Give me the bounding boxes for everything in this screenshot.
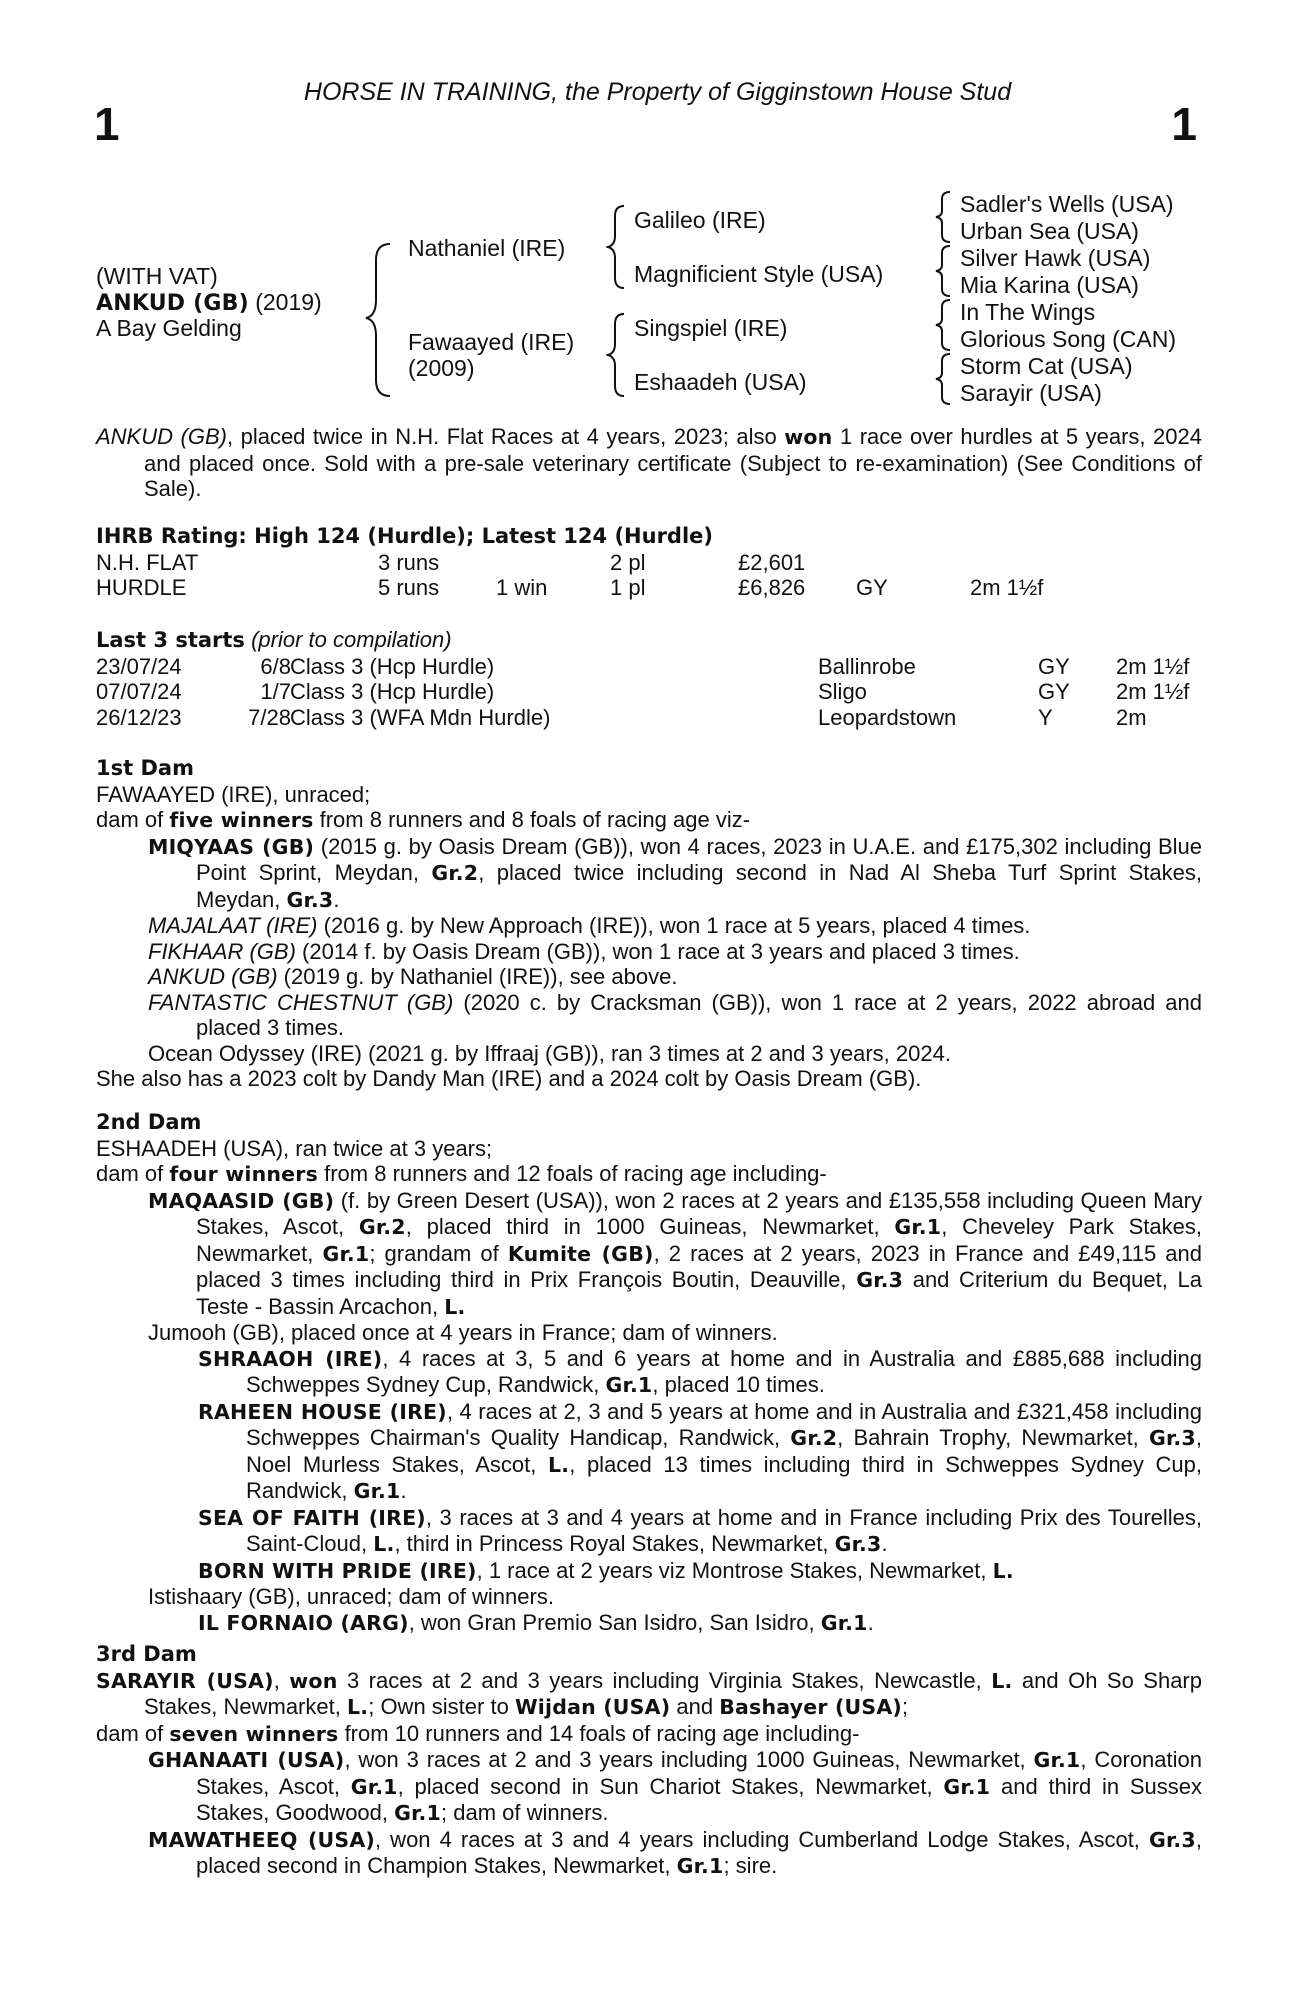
lot-number-right: 1 — [1171, 98, 1197, 150]
sire-sire: Galileo (IRE) — [634, 207, 766, 233]
brace-g2 — [934, 244, 954, 298]
progeny-ghanaati: GHANAATI (USA), won 3 races at 2 and 3 years including 1000 Guineas, Newmarket, Gr.1, Coronation Stakes, Ascot, Gr.1, placed second in Sun Chariot Stakes, Newmarket, Gr.1 and third in Sussex Stakes, Goodwood, Gr.1; dam of winners. — [148, 1747, 1202, 1825]
page-title: HORSE IN TRAINING, the Property of Gigginstown House Stud — [303, 78, 1012, 106]
dam-also-note: She also has a 2023 colt by Dandy Man (IRE) and a 2024 colt by Oasis Dream (GB). — [96, 1066, 922, 1091]
grandparent-5: In The Wings — [960, 299, 1096, 325]
sire: Nathaniel (IRE) — [408, 235, 566, 261]
brace-g1 — [934, 190, 954, 244]
progeny-shraaoh: SHRAAOH (IRE), 4 races at 3, 5 and 6 years at home and in Australia and £885,688 including Schweppes Sydney Cup, Randwick, Gr.1, placed 10 times. — [198, 1345, 1202, 1397]
horse-title — [96, 290, 322, 317]
third-dam-section: 3rd Dam SARAYIR (USA), won 3 races at 2 and 3 years including Virginia Stakes, Newcastle, L. and Oh So Sharp Stakes, Newmarket, L.; Own sister to Wijdan (USA) and Bashayer (USA); dam of seven winners from 10 runners and 14 foals of racing age including- GHANAATI (USA), won 3 races at 2 and 3 years including 1000 Guineas, Newmarket, Gr.1, Coronation Stakes, Ascot, Gr.1, placed second in Sun Chariot Stakes, Newmarket, Gr.1 and third in Sussex Stakes, Goodwood, Gr.1; dam of winners. MAWATHEEQ (USA), won 4 races at 3 and 4 years including Cumberland Lodge Stakes, Ascot, Gr.3, placed second in Champion Stakes, Newmarket, Gr.1; sire. — [96, 1642, 1202, 1878]
progeny-il-fornaio: IL FORNAIO (ARG), won Gran Premio San Isidro, San Isidro, Gr.1. — [198, 1609, 874, 1635]
start-row: 23/07/24 6/8 Class 3 (Hcp Hurdle) Ballinrobe GY 2m 1½f — [96, 653, 1190, 679]
grandparent-1: Sadler's Wells (USA) — [960, 191, 1174, 217]
rating-row: HURDLE 5 runs 1 win 1 pl £6,826 GY 2m 1½f — [96, 575, 1044, 600]
grandparent-7: Storm Cat (USA) — [960, 353, 1133, 379]
brace-sire — [606, 204, 628, 290]
intro-horse-name: ANKUD (GB) — [96, 424, 227, 449]
grandparent-3: Silver Hawk (USA) — [960, 245, 1151, 271]
brace-g3 — [934, 298, 954, 352]
rating-row: N.H. FLAT 3 runs 2 pl £2,601 — [96, 549, 806, 575]
last-starts-heading: Last 3 starts — [96, 628, 245, 652]
sire-dam: Magnificient Style (USA) — [634, 261, 884, 287]
lot-number-left: 1 — [94, 98, 120, 150]
horse-description: A Bay Gelding — [96, 315, 242, 341]
progeny-ocean-odyssey: Ocean Odyssey (IRE) (2021 g. by Iffraaj (GB)), ran 3 times at 2 and 3 years, 2024. — [148, 1040, 951, 1066]
grandparent-4: Mia Karina (USA) — [960, 272, 1139, 298]
dam-dam: Eshaadeh (USA) — [634, 369, 807, 395]
horse-year: (2019) — [255, 289, 322, 315]
dam-year: (2009) — [408, 355, 475, 381]
dam-sire: Singspiel (IRE) — [634, 315, 788, 341]
second-dam-section: 2nd Dam ESHAADEH (USA), ran twice at 3 years; dam of four winners from 8 runners and 12 foals of racing age including- MAQAASID (GB) (f. by Green Desert (USA)), won 2 races at 2 years and £135,558 including Queen Mary Stakes, Ascot, Gr.2, placed third in 1000 Guineas, Newmarket, Gr.1, Cheveley Park Stakes, Newmarket, Gr.1; grandam of Kumite (GB), 2 races at 2 years, 2023 in France and £49,115 and placed 3 times including third in Prix François Boutin, Deauville, Gr.3 and Criterium du Bequet, La Teste - Bassin Arcachon, L. Jumooh (GB), placed once at 4 years in France; dam of winners. SHRAAOH (IRE), 4 races at 3, 5 and 6 years at home and in Australia and £885,688 including Schweppes Sydney Cup, Randwick, Gr.1, placed 10 times. RAHEEN HOUSE (IRE), 4 races at 2, 3 and 5 years at home and in Australia and £321,458 including Schweppes Chairman's Quality Handicap, Randwick, Gr.2, Bahrain Trophy, Newmarket, Gr.3, Noel Murless Stakes, Ascot, L., placed 13 times including third in Schweppes Sydney Cup, Randwick, Gr.1. SEA OF FAITH (IRE), 3 races at 3 and 4 years at home and in France including Prix des Tourelles, Saint-Cloud, L., third in Princess Royal Stakes, Newmarket, Gr.3. BORN WITH PRIDE (IRE), 1 race at 2 years viz Montrose Stakes, Newmarket, L. Istishaary (GB), unraced; dam of winners. IL FORNAIO (ARG), won Gran Premio San Isidro, San Isidro, Gr.1. — [96, 1110, 1203, 1635]
second-dam-heading: 2nd Dam — [96, 1110, 202, 1134]
brace-dam — [606, 312, 628, 398]
won-label: won — [784, 425, 833, 449]
start-row: 07/07/24 1/7 Class 3 (Hcp Hurdle) Sligo GY 2m 1½f — [96, 679, 1190, 704]
sarayir-entry: SARAYIR (USA), won 3 races at 2 and 3 years including Virginia Stakes, Newcastle, L. and Oh So Sharp Stakes, Newmarket, L.; Own sister to Wijdan (USA) and Bashayer (USA); — [96, 1667, 1202, 1719]
start-row: 26/12/23 7/28 Class 3 (WFA Mdn Hurdle) Leopardstown Y 2m — [96, 704, 1147, 730]
progeny-jumooh: Jumooh (GB), placed once at 4 years in France; dam of winners. — [148, 1320, 778, 1345]
first-dam-section: 1st Dam FAWAAYED (IRE), unraced; dam of five winners from 8 runners and 8 foals of racing age viz- MIQYAAS (GB) (2015 g. by Oasis Dream (GB)), won 4 races, 2023 in U.A.E. and £175,302 including Blue Point Sprint, Meydan, Gr.2, placed twice including second in Nad Al Sheba Turf Sprint Stakes, Meydan, Gr.3. MAJALAAT (IRE) (2016 g. by New Approach (IRE)), won 1 race at 5 years, placed 4 times. FIKHAAR (GB) (2014 f. by Oasis Dream (GB)), won 1 race at 3 years and placed 3 times. ANKUD (GB) (2019 g. by Nathaniel (IRE)), see above. FANTASTIC CHESTNUT (GB) (2020 c. by Cracksman (GB)), won 1 race at 2 years, 2022 abroad and placed 3 times. Ocean Odyssey (IRE) (2021 g. by Iffraaj (GB)), ran 3 times at 2 and 3 years, 2024. She also has a 2023 colt by Dandy Man (IRE) and a 2024 colt by Oasis Dream (GB). — [96, 756, 1203, 1091]
progeny-istishaary: Istishaary (GB), unraced; dam of winners. — [148, 1584, 554, 1609]
progeny-fikhaar: FIKHAAR (GB) (2014 f. by Oasis Dream (GB)), won 1 race at 3 years and placed 3 times. — [148, 938, 1020, 964]
rating-heading: IHRB Rating: High 124 (Hurdle); Latest 124 (Hurdle) — [96, 524, 713, 548]
grandparent-8: Sarayir (USA) — [960, 380, 1102, 406]
last-starts-note: (prior to compilation) — [251, 627, 452, 652]
third-dam-heading: 3rd Dam — [96, 1642, 197, 1666]
rating-section — [96, 524, 1202, 601]
vat-note: (WITH VAT) — [96, 263, 218, 289]
progeny-born-with-pride: BORN WITH PRIDE (IRE), 1 race at 2 years viz Montrose Stakes, Newmarket, L. — [198, 1557, 1014, 1583]
intro-paragraph: ANKUD (GB), placed twice in N.H. Flat Races at 4 years, 2023; also won 1 race over hurdles at 5 years, 2024 and placed once. Sold with a pre-sale veterinary certificate (Subject to re-examination) (See Conditions of Sale). — [96, 424, 1202, 501]
brace-g4 — [934, 352, 954, 406]
dam: Fawaayed (IRE) — [408, 329, 575, 355]
progeny-maqaasid: MAQAASID (GB) (f. by Green Desert (USA)), won 2 races at 2 years and £135,558 including Queen Mary Stakes, Ascot, Gr.2, placed third in 1000 Guineas, Newmarket, Gr.1, Cheveley Park Stakes, Newmarket, Gr.1; grandam of Kumite (GB), 2 races at 2 years, 2023 in France and £49,115 and placed 3 times including third in Prix François Boutin, Deauville, Gr.3 and Criterium du Bequet, La Teste - Bassin Arcachon, L. — [148, 1187, 1202, 1319]
progeny-fantastic-chestnut: FANTASTIC CHESTNUT (GB) (2020 c. by Cracksman (GB)), won 1 race at 2 years, 2022 abroad and placed 3 times. — [148, 989, 1202, 1040]
grandparent-2: Urban Sea (USA) — [960, 218, 1139, 244]
brace-1 — [364, 240, 394, 400]
progeny-majalaat: MAJALAAT (IRE) (2016 g. by New Approach (IRE)), won 1 race at 5 years, placed 4 times. — [148, 913, 1031, 938]
progeny-ankud: ANKUD (GB) (2019 g. by Nathaniel (IRE)), see above. — [148, 964, 678, 989]
progeny-raheen-house: RAHEEN HOUSE (IRE), 4 races at 2, 3 and 5 years at home and in Australia and £321,458 including Schweppes Chairman's Quality Handicap, Randwick, Gr.2, Bahrain Trophy, Newmarket, Gr.3, Noel Murless Stakes, Ascot, L., placed 13 times including third in Schweppes Sydney Cup, Randwick, Gr.1. — [198, 1398, 1203, 1503]
progeny-sea-of-faith: SEA OF FAITH (IRE), 3 races at 3 and 4 years at home and in France including Prix des Tourelles, Saint-Cloud, L., third in Princess Royal Stakes, Newmarket, Gr.3. — [198, 1504, 1202, 1556]
grandparent-6: Glorious Song (CAN) — [960, 326, 1177, 352]
progeny-mawatheeq: MAWATHEEQ (USA), won 4 races at 3 and 4 years including Cumberland Lodge Stakes, Ascot, Gr.3, placed second in Champion Stakes, Newmarket, Gr.1; sire. — [148, 1826, 1202, 1878]
first-dam-heading: 1st Dam — [96, 756, 194, 780]
last-starts-section — [96, 627, 1202, 730]
progeny-miqyaas: MIQYAAS (GB) (2015 g. by Oasis Dream (GB)), won 4 races, 2023 in U.A.E. and £175,302 including Blue Point Sprint, Meydan, Gr.2, placed twice including second in Nad Al Sheba Turf Sprint Stakes, Meydan, Gr.3. — [148, 833, 1203, 912]
horse-name: ANKUD (GB) — [96, 291, 249, 316]
